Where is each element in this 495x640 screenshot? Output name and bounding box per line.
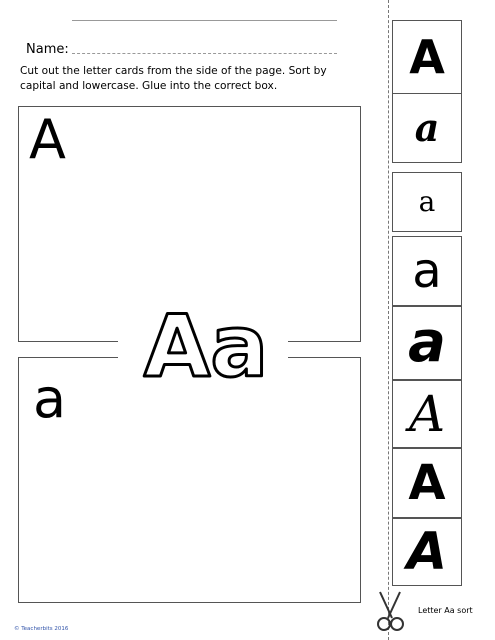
- capital-box-letter: A: [29, 108, 66, 171]
- bubble-letters-text: Aa: [143, 297, 269, 396]
- card-letter: a: [418, 185, 436, 218]
- card-letter: a: [408, 310, 446, 375]
- card-letter: a: [414, 105, 440, 150]
- bubble-letters-graphic: [118, 296, 288, 396]
- card-letter: A: [408, 455, 446, 511]
- letter-card[interactable]: [392, 448, 462, 518]
- letter-card[interactable]: [392, 236, 462, 306]
- letter-card[interactable]: [392, 380, 462, 448]
- card-letter: A: [409, 30, 445, 84]
- cut-line: [388, 0, 389, 640]
- name-label: Name:: [26, 42, 69, 57]
- card-letter: A: [406, 522, 448, 582]
- name-write-line: [72, 53, 337, 54]
- card-letter: a: [412, 243, 442, 299]
- letter-card[interactable]: [392, 93, 462, 163]
- card-letter: A: [408, 385, 446, 443]
- lowercase-box-letter: a: [33, 367, 67, 430]
- letter-card[interactable]: [392, 20, 462, 94]
- letter-card[interactable]: [392, 172, 462, 232]
- copyright-text: © Teacherbits 2016: [14, 626, 69, 632]
- scissors-icon: [370, 590, 410, 632]
- worksheet-label: Letter Aa sort: [418, 606, 473, 615]
- instructions-text: Cut out the letter cards from the side of the page. Sort by capital and lowercase. Glue into the correct box.: [20, 65, 327, 92]
- top-line: [72, 20, 337, 21]
- letter-card[interactable]: [392, 518, 462, 586]
- letter-card[interactable]: [392, 306, 462, 380]
